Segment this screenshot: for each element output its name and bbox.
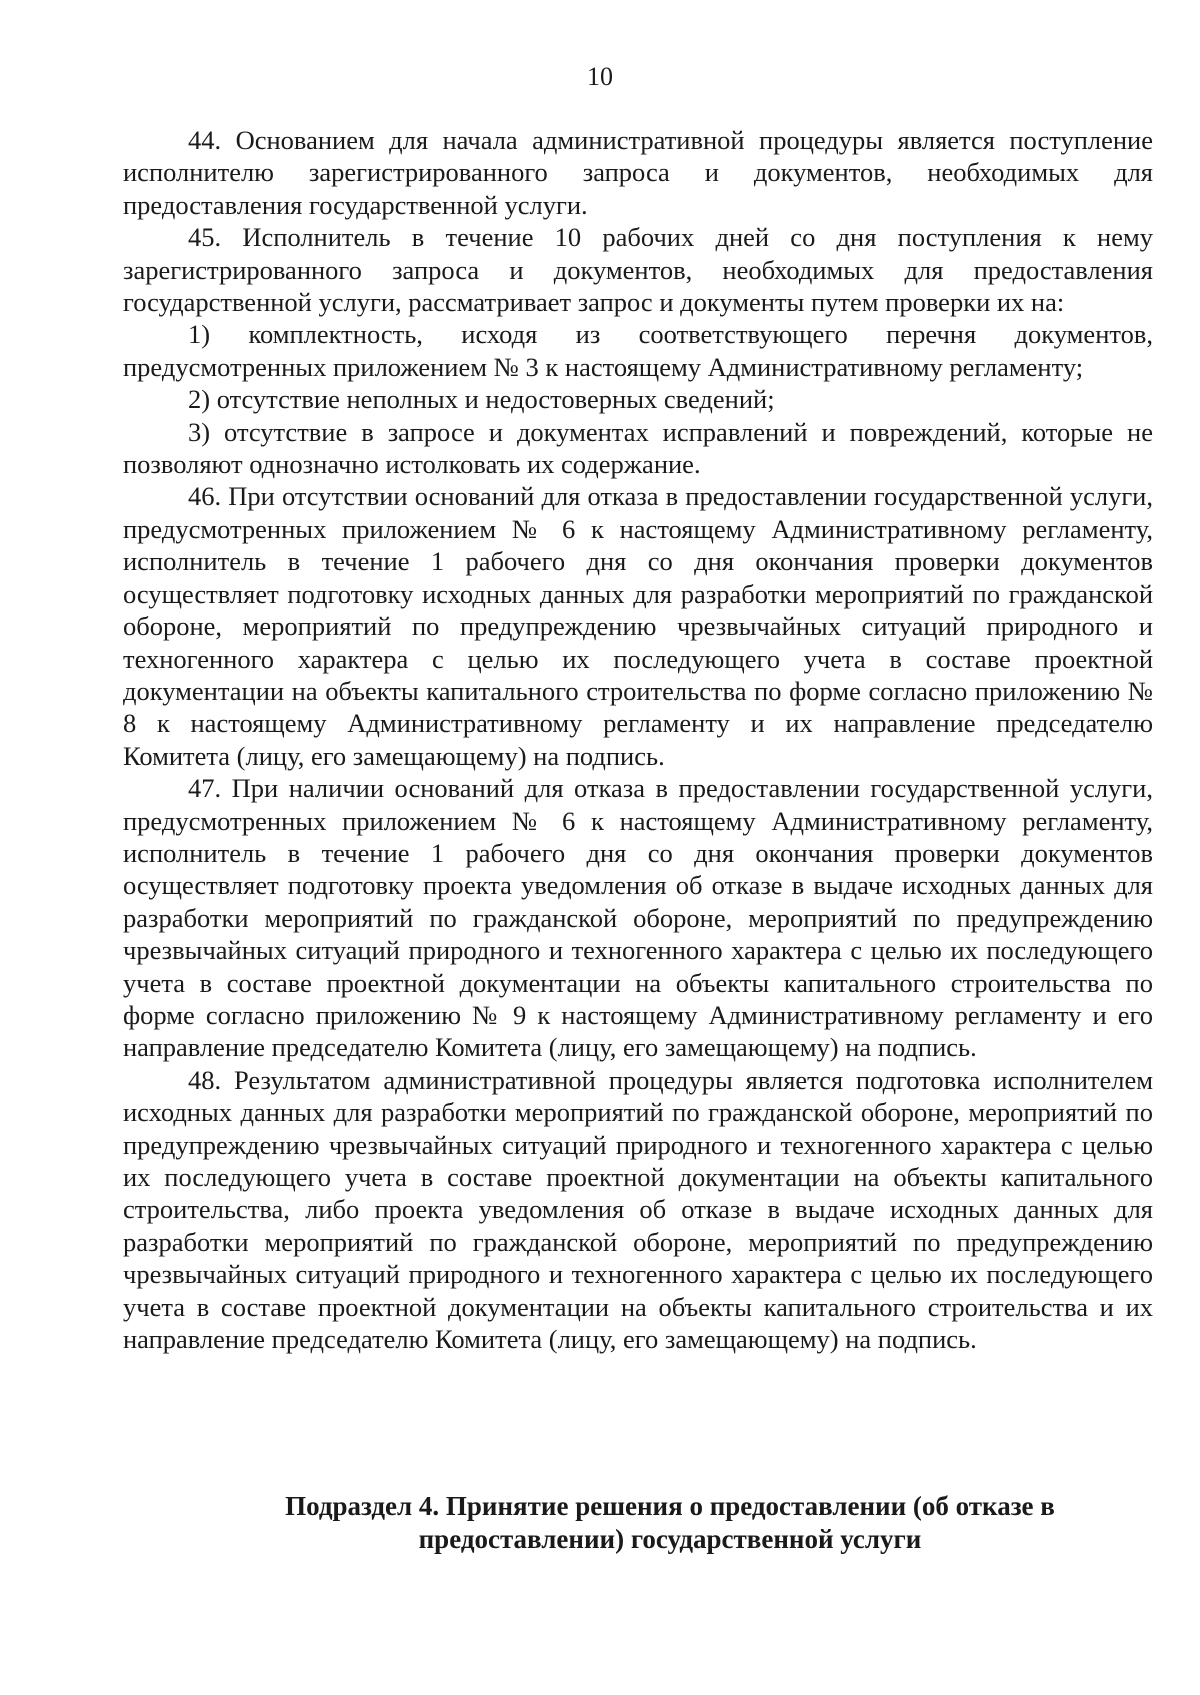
list-item-1: 1) комплектность, исходя из соответствующего перечня документов, предусмотренных приложением № 3 к настоящему Административному регламенту; [123, 319, 1153, 382]
subsection-heading [240, 1490, 1100, 1556]
list-item-3: 3) отсутствие в запросе и документах исправлений и повреждений, которые не позволяют однозначно истолковать их содержание. [123, 416, 1153, 480]
paragraph-47: 47. При наличии оснований для отказа в предоставлении государственной услуги, предусмотренных приложением № 6 к настоящему Административному регламенту, исполнитель в течение 1 рабочего дня со дня окончания проверки документов осуществляет подготовку проекта уведомления об отказе в выдаче исходных данных для разработки мероприятий по гражданской обороне, мероприятий по предупреждению чрезвычайных ситуаций природного и техногенного характера с целью их последующего учета в составе проектной документации на объекты капитального строительства по форме согласно приложению № 9 к настоящему Административному регламенту и его направление председателю Комитета (лицу, его замещающему) на подпись. [123, 773, 1153, 1063]
paragraph-48: 48. Результатом административной процедуры является подготовка исполнителем исходных данных для разработки мероприятий по гражданской обороне, мероприятий по предупреждению чрезвычайных ситуаций природного и техногенного характера с целью их последующего учета в составе проектной документации на объекты капитального строительства, либо проекта уведомления об отказе в выдаче исходных данных для разработки мероприятий по гражданской обороне, мероприятий по предупреждению чрезвычайных ситуаций природного и техногенного характера с целью их последующего учета в составе проектной документации на объекты капитального строительства и их направление председателю Комитета (лицу, его замещающему) на подпись. [123, 1064, 1153, 1355]
paragraph-46: 46. При отсутствии оснований для отказа в предоставлении государственной услуги, предусмотренных приложением № 6 к настоящему Административному регламенту, исполнитель в течение 1 рабочего дня со дня окончания проверки документов осуществляет подготовку исходных данных для разработки мероприятий по гражданской обороне, мероприятий по предупреждению чрезвычайных ситуаций природного и техногенного характера с целью их последующего учета в составе проектной документации на объекты капитального строительства по форме согласно приложению № 8 к настоящему Административному регламенту и их направление председателю Комитета (лицу, его замещающему) на подпись. [123, 481, 1153, 771]
list-item-2: 2) отсутствие неполных и недостоверных сведений; [188, 384, 775, 415]
paragraph-44: 44. Основанием для начала административной процедуры является поступление исполнителю зарегистрированного запроса и документов, необходимых для предоставления государственной услуги. [123, 125, 1153, 220]
paragraph-45: 45. Исполнитель в течение 10 рабочих дней со дня поступления к нему зарегистрированного запроса и документов, необходимых для предоставления государственной услуги, рассматривает запрос и документы путем проверки их на: [123, 222, 1153, 318]
subsection-heading-line-1: Подраздел 4. Принятие решения о предоставлении (об отказе в [285, 1491, 1055, 1521]
subsection-heading-line-2: предоставлении) государственной услуги [418, 1524, 922, 1554]
document-body [123, 124, 1153, 1355]
page-number: 10 [587, 62, 613, 91]
